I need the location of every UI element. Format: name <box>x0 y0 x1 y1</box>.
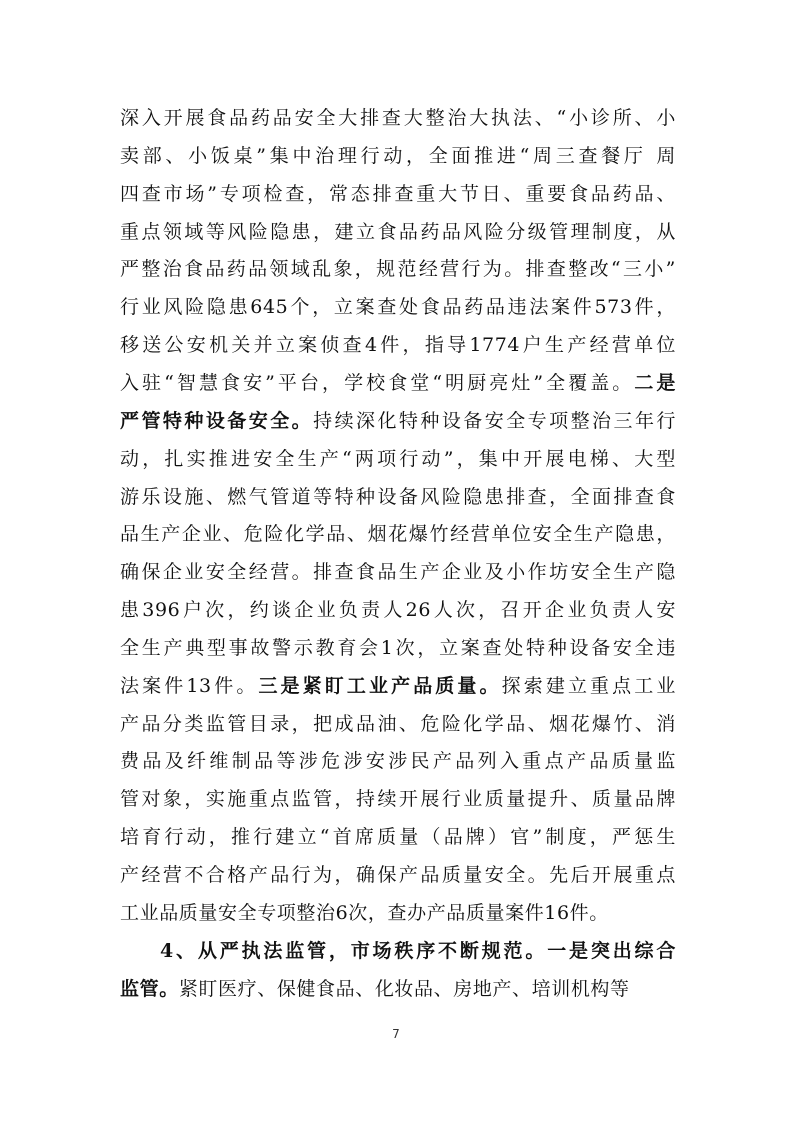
bold-text-segment: 二是 <box>634 371 677 394</box>
text-line <box>120 971 676 1007</box>
text-line <box>120 630 676 666</box>
text-line <box>120 819 676 855</box>
text-line <box>120 441 676 477</box>
text-line <box>120 895 676 931</box>
text-segment: 移送公安机关并立案侦查4件，指导1774户生产经营单位 <box>120 334 676 357</box>
text-line <box>120 138 676 174</box>
text-segment: 卖部、小饭桌”集中治理行动，全面推进“周三查餐厅 周 <box>120 144 676 167</box>
text-segment: 培育行动，推行建立“首席质量（品牌）官”制度，严惩生 <box>120 826 676 849</box>
text-line <box>120 743 676 779</box>
text-segment: 产经营不合格产品行为，确保产品质量安全。先后开展重点 <box>120 864 676 886</box>
text-segment: 四查市场”专项检查，常态排查重大节日、重要食品药品、 <box>120 182 676 205</box>
text-segment: 严整治食品药品领域乱象，规范经营行为。排查整改“三小” <box>120 258 676 281</box>
text-line <box>120 176 676 212</box>
text-segment: 重点领域等风险隐患，建立食品药品风险分级管理制度，从 <box>120 220 676 243</box>
text-segment: 探索建立重点工业 <box>501 674 676 697</box>
text-line <box>120 781 676 817</box>
bold-text-segment: 监管。 <box>120 977 179 1000</box>
text-segment: 游乐设施、燃气管道等特种设备风险隐患排查，全面排查食 <box>120 485 676 508</box>
text-line <box>120 857 676 893</box>
text-line <box>120 403 676 439</box>
text-line <box>120 554 676 590</box>
text-segment: 深入开展食品药品安全大排查大整治大执法、“小诊所、小 <box>120 107 676 129</box>
page-number: 7 <box>392 1027 400 1041</box>
text-segment: 持续深化特种设备安全专项整治三年行 <box>313 409 677 432</box>
text-line <box>120 479 676 515</box>
text-line <box>120 100 676 136</box>
text-segment: 产品分类监管目录，把成品油、危险化学品、烟花爆竹、消 <box>120 712 676 735</box>
text-segment: 法案件13件。 <box>120 674 259 697</box>
text-line <box>120 706 676 742</box>
bold-text-segment: 严管特种设备安全。 <box>120 409 314 432</box>
bold-text-segment: 4、从严执法监管，市场秩序不断规范。一是突出综合 <box>160 939 676 962</box>
text-line <box>120 592 676 628</box>
text-segment: 品生产企业、危险化学品、烟花爆竹经营单位安全生产隐患， <box>120 523 676 546</box>
text-line <box>120 327 676 363</box>
text-segment: 紧盯医疗、保健食品、化妆品、房地产、培训机构等 <box>178 977 630 1000</box>
text-segment: 费品及纤维制品等涉危涉安涉民产品列入重点产品质量监 <box>120 750 676 773</box>
text-segment: 全生产典型事故警示教育会1次，立案查处特种设备安全违 <box>120 636 676 659</box>
text-line <box>120 251 676 287</box>
text-segment: 工业品质量安全专项整治6次，查办产品质量案件16件。 <box>120 901 609 924</box>
text-line <box>120 668 676 704</box>
text-segment: 动，扎实推进安全生产“两项行动”，集中开展电梯、大型 <box>120 447 676 470</box>
bold-text-segment: 三是紧盯工业产品质量。 <box>258 674 502 697</box>
text-line <box>120 289 676 325</box>
text-line <box>160 933 676 969</box>
text-line <box>120 365 676 401</box>
text-line <box>120 214 676 250</box>
text-segment: 管对象，实施重点监管，持续开展行业质量提升、质量品牌 <box>120 788 676 811</box>
text-segment: 入驻“智慧食安”平台，学校食堂“明厨亮灶”全覆盖。 <box>120 371 635 394</box>
text-line <box>120 516 676 552</box>
text-segment: 行业风险隐患645个，立案查处食品药品违法案件573件， <box>120 296 676 319</box>
text-segment: 确保企业安全经营。排查食品生产企业及小作坊安全生产隐 <box>120 561 676 584</box>
text-segment: 患396户次，约谈企业负责人26人次，召开企业负责人安 <box>120 599 676 622</box>
